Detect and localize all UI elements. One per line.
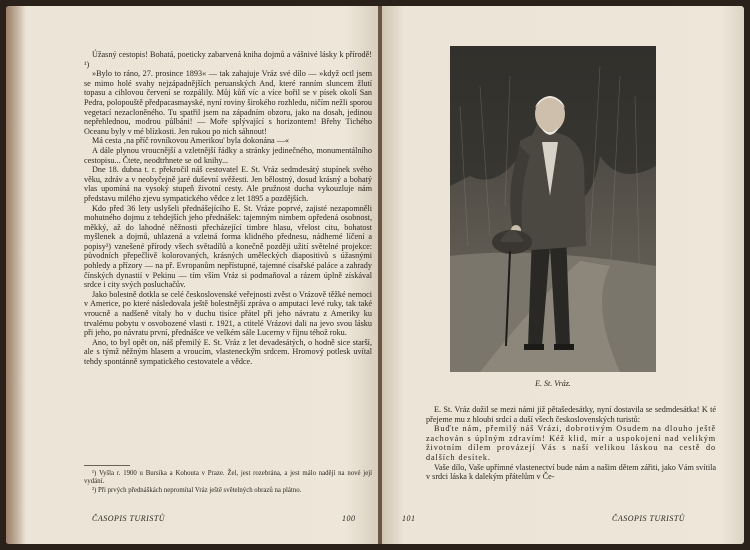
paragraph: »Bylo to ráno, 27. prosince 1893« — tak zahajuje Vráz své dílo — »když octl jsem se mimo holé svahy nejzápadnějších peruanských And, které ranním sluncem žlutí topasu a cihlovou červení se rozpálily. Můj kůň víc a více bořil se v písek okolí San Pedra, polopouště předpacasmayské, nyní roviny širokého rozhledu, ničím nežli sporou vegetací nezacloněného. Tu spatřil jsem na západním obzoru, jako na dosah, jedinou nepřehlednou, modrou půlbáni! — Moře splývající s horizontem! Břehy Tichého Oceanu byly v mé blízkosti. Jen rukou po nich sáhnout! (84, 69, 372, 136)
page-number: 101 (402, 514, 416, 523)
footnotes (84, 465, 372, 496)
footnote-rule (84, 465, 130, 466)
page-number: 100 (342, 514, 356, 523)
footnote: ¹) Vyšla r. 1900 u Bursíka a Kohouta v Praze. Žel, jest rozebrána, a jest málo nadějí na nové její vydání. (84, 470, 372, 485)
right-article-column (426, 405, 716, 482)
photo-caption: E. St. Vráz. (535, 379, 571, 388)
paragraph: Vaše dílo, Vaše upřímné vlastenectví bude nám a našim dětem zářiti, jako Vám svítila v srdci láska k dalekým přátelům v Če- (426, 462, 716, 482)
running-title: ČASOPIS TURISTŮ (92, 514, 166, 523)
paragraph: Úžasný cestopis! Bohatá, poeticky zabarvená kniha dojmů a vášnivé lásky k přírodě!¹) (84, 50, 372, 69)
portrait-illustration (450, 46, 656, 372)
left-article-column (84, 50, 372, 367)
book-spread (6, 6, 744, 544)
running-title: ČASOPIS TURISTŮ (612, 514, 686, 523)
paragraph: Má cesta ‚na příč rovníkovou Amerikou' byla dokonána —« (92, 136, 290, 146)
left-page (6, 6, 380, 544)
portrait-photo (450, 46, 656, 372)
right-page (382, 6, 744, 544)
paragraph: Jako bolestně dotkla se celé československé veřejnosti zvěst o Vrázově těžké nemoci v Americe, po které následovala ještě bolestnější zpráva o amputaci levé ruky, tak také vroucně a nadšeně vítaly ho v duchu tisíce přátel při jeho návratu z Ameriky ku trvalému pobytu v osvobozené vlasti r. 1921, a ctitelé Vrázovi dali na jevo svou lásku při jeho, po návratu první, přednášce ve velkém sále Lucerny v říjnu téhož roku. (84, 289, 372, 338)
paragraph: Kdo před 36 lety uslyšeli přednášejícího E. St. Vráze poprvé, zajisté nezapomněli mohutného dojmu z tehdejších jeho přednášek: tajemným nimbem opředená osobnost, měkký, až do lahodné něžnosti přecházející timbre hlasu, vřelost citu, bohatost myšlenek a dojmů, uhlazená a vzletná forma klidného přednesu, nádherné líčení a popisy²) vznešené přírody všech světadílů a konečně později užití světelné projekce: původních přepečlivě kolorovaných, krásných uměleckých diapositivů s úžasnými pohledy a přízory — na př. Evropanům nepřístupné, tajemné císařské paláce a zahrady čínských dynastií v Pekinu — tím vším Vráz si podmaňoval a rázem úplně získával srdce i city svých posluchačův. (84, 203, 372, 290)
paragraph: Dne 18. dubna t. r. překročil náš cestovatel E. St. Vráz sedmdesátý stupínek svého věku, zdráv a v neobyčejně jaré duševní svěžesti. Jen bělostný, dosud krásný a bohatý vlas upomíná na vysoký stupeň životní cesty. Ale pružnost ducha vykouzluje nám představu milého zjevu sympatického vědce z let 1895 a pozdějších. (84, 165, 372, 203)
footnote: ²) Při prvých přednáškách nepromítal Vráz ještě světelných obrazů na plátno. (92, 487, 302, 494)
paragraph: Buďte nám, přemilý náš Vrázi, dobrotivým Osudem na dlouho ještě zachován s úplným zdravím! Kéž klid, mír a uspokojení nad velikým životním dílem provázejí Vás s naší velikou láskou na cestě do dalších desítek. (426, 424, 716, 462)
paragraph: Ano, to byl opět on, náš přemilý E. St. Vráz z let devadesátých, o hodně sice starší, ale s týmž něžným hlasem a vroucím, vlastenecký̌m srdcem. Hromový potlesk uvítal tehdy spontánně sympatického cestovatele a vědce. (84, 337, 372, 366)
paragraph: A dále plynou vroucnější a vzletnější řádky a stránky jedinečného, monumentálního cestopisu... Čtete, neodtrhnete se od knihy... (84, 145, 372, 165)
paragraph: E. St. Vráz dožil se mezi námi již pětašedesátky, nyní dostavila se sedmdesátka! K té přejeme mu z hloubi srdcí a duší všech československých turistů: (426, 405, 716, 424)
page-edge (6, 6, 26, 544)
